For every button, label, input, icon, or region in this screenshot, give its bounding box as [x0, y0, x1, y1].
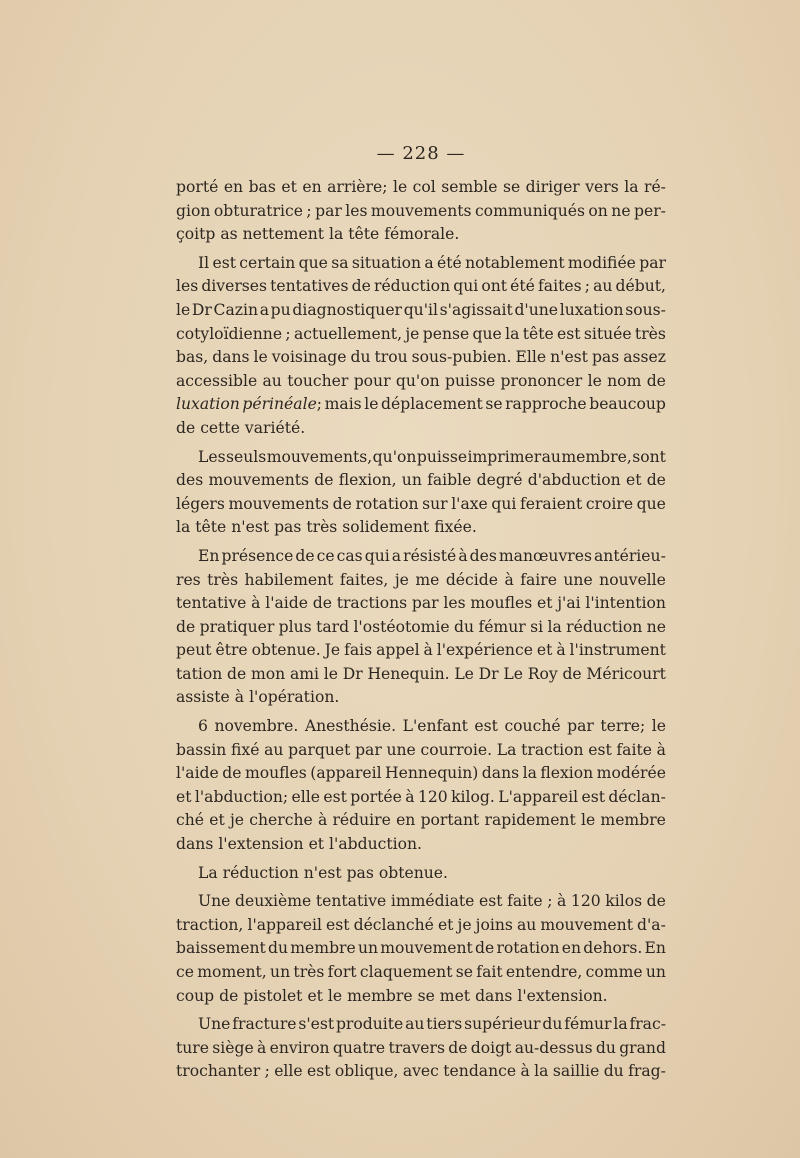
paragraph: [176, 1013, 666, 1084]
text-line: Une deuxième tentative immédiate est faite ; à 120 kilos de: [198, 892, 666, 911]
text-line: luxation périnéale; mais le déplacement se rapproche beaucoup: [176, 395, 666, 414]
text-line: les diverses tentatives de réduction qui ont été faites ; au début,: [176, 277, 666, 296]
text-line: Il est certain que sa situation a été notablement modifiée par: [198, 253, 666, 272]
text-line: peut être obtenue. Je fais appel à l'expérience et à l'instrument: [176, 641, 666, 660]
text-line: bas, dans le voisinage du trou sous-pubien. Elle n'est pas assez: [176, 348, 666, 367]
text-line: trochanter ; elle est oblique, avec tendance à la saillie du frag-: [176, 1062, 666, 1081]
text-line: Les seuls mouvements, qu'on puisse imprimer au membre, sont: [198, 447, 666, 466]
text-line: traction, l'appareil est déclanché et je joins au mouvement d'a-: [176, 915, 666, 934]
text-line: coup de pistolet et le membre se met dans l'extension.: [176, 986, 608, 1005]
text-line: accessible au toucher pour qu'on puisse prononcer le nom de: [176, 371, 666, 390]
text-line: Une fracture s'est produite au tiers supérieur du fémur la frac-: [198, 1015, 666, 1034]
text-line: de pratiquer plus tard l'ostéotomie du fémur si la réduction ne: [176, 617, 666, 636]
text-line: et l'abduction; elle est portée à 120 kilog. L'appareil est déclan-: [176, 787, 666, 806]
paragraph: [176, 862, 666, 886]
text-line: porté en bas et en arrière; le col semble se diriger vers la ré-: [176, 178, 666, 196]
text-line: ché et je cherche à réduire en portant rapidement le membre: [176, 811, 666, 830]
text-line: cotyloïdienne ; actuellement, je pense que la tête est située très: [176, 324, 666, 343]
text-line: des mouvements de flexion, un faible degré d'abduction et de: [176, 471, 666, 490]
text-line: La réduction n'est pas obtenue.: [198, 863, 448, 882]
paragraph: [176, 890, 666, 1008]
text-line: assiste à l'opération.: [176, 688, 340, 707]
text-line: bassin fixé au parquet par une courroie. La traction est faite à: [176, 740, 666, 759]
text-line: dans l'extension et l'abduction.: [176, 835, 423, 854]
paragraph: [176, 252, 666, 441]
text-line: la tête n'est pas très solidement fixée.: [176, 518, 477, 537]
paragraph: [176, 176, 666, 247]
body-text: [176, 176, 666, 1084]
paragraph: [176, 446, 666, 540]
text-line: l'aide de moufles (appareil Hennequin) dans la flexion modérée: [176, 764, 666, 783]
text-line: tation de mon ami le Dr Henequin. Le Dr Le Roy de Méricourt: [176, 664, 666, 683]
text-line: le Dr Cazin a pu diagnostiquer qu'il s'agissait d'une luxation sous-: [176, 300, 666, 319]
text-line: légers mouvements de rotation sur l'axe qui feraient croire que: [176, 494, 666, 513]
text-line: de cette variété.: [176, 418, 306, 437]
text-line: 6 novembre. Anesthésie. L'enfant est couché par terre; le: [198, 717, 666, 736]
text-line: En présence de ce cas qui a résisté à des manœuvres antérieu-: [198, 546, 666, 565]
text-line: tentative à l'aide de tractions par les moufles et j'ai l'intention: [176, 594, 666, 613]
text-line: baissement du membre un mouvement de rotation en dehors. En: [176, 939, 666, 958]
paragraph: [176, 545, 666, 710]
page-number: — 228 —: [376, 143, 466, 164]
text-line: res très habilement faites, je me décide à faire une nouvelle: [176, 570, 666, 589]
text-line: ce moment, un très fort claquement se fait entendre, comme un: [176, 963, 666, 981]
text-line: ture siège à environ quatre travers de doigt au-dessus du grand: [176, 1038, 666, 1057]
text-line: çoitp as nettement la tête fémorale.: [176, 225, 460, 244]
text-line: gion obturatrice ; par les mouvements communiqués on ne per-: [176, 201, 666, 220]
paragraph: [176, 715, 666, 857]
